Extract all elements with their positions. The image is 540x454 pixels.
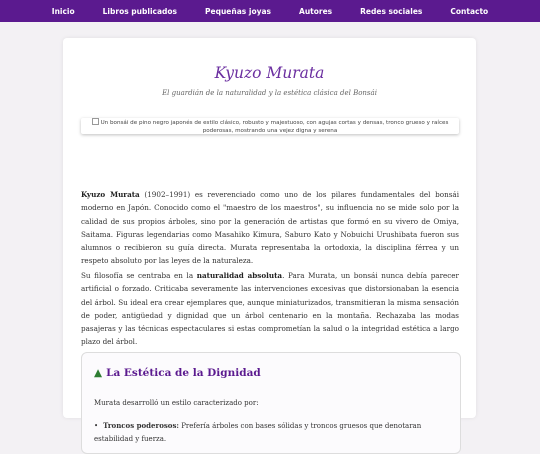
aesthetics-title-text: La Estética de la Dignidad (106, 367, 261, 379)
intro-text: (1902–1991) es reverenciado como uno de los pilares fundamentales del bonsái moderno en Japón. Conocido como el "maestro de los maestros", su influencia no se mide solo por la calidad de sus propios árboles, sino por la generación de artistas que formó en su vivero de Omiya, Saitama. Figuras legendarias como Masahiko Kimura, Saburo Kato y Nobuichi Urushibata fueron sus alumnos o recibieron su guía directa. Murata representaba la ortodoxia, la disciplina férrea y un respeto absoluto por las leyes de la naturaleza. (81, 190, 460, 266)
philosophy-text-before: Su filosofía se centraba en la (81, 271, 197, 280)
aesthetics-title (94, 367, 261, 379)
list-item-text: Prefería árboles con bases sólidas y troncos gruesos que denotaran estabilidad y fuerza. (94, 422, 422, 444)
philosophy-highlight: naturalidad absoluta (196, 271, 283, 280)
intro-paragraph (81, 188, 459, 268)
nav-item-inicio[interactable]: Inicio (51, 6, 75, 16)
nav-item-autores[interactable]: Autores (299, 6, 333, 16)
aesthetics-intro: Murata desarrolló un estilo caracterizado por: (94, 399, 259, 407)
nav-item-contacto[interactable]: Contacto (450, 6, 489, 16)
bullet-icon: • (94, 422, 99, 430)
page-title: Kyuzo Murata (214, 64, 325, 82)
nav-item-libros-publicados[interactable]: Libros publicados (102, 6, 178, 16)
aesthetics-box (81, 352, 461, 454)
list-item-label: Troncos poderosos: (103, 421, 179, 430)
top-navbar (0, 0, 540, 22)
list-item (94, 419, 449, 447)
philosophy-text-after: . Para Murata, un bonsái nunca debía parecer artificial o forzado. Criticaba severamente las intervenciones excesivas que distorsionaban la esencia del árbol. Su ideal era crear ejemplares que, aunque miniaturizados, transmitieran la misma sensación de poder, antigüedad y dignidad que un árbol centenario en la montaña. Rechazaba las modas pasajeras y las técnicas espectaculares si estas comprometían la salud o la integridad estética a largo plazo del árbol. (81, 271, 459, 347)
nav-item-pequenas-joyas[interactable]: Pequeñas joyas (205, 6, 272, 16)
bonsai-image (81, 118, 459, 134)
page-subtitle: El guardián de la naturalidad y la estética clásica del Bonsái (162, 89, 377, 97)
philosophy-paragraph (81, 269, 459, 349)
tree-icon: ▲ (94, 367, 103, 379)
aesthetics-list (94, 419, 449, 447)
author-name: Kyuzo Murata (81, 190, 140, 199)
nav-item-redes-sociales[interactable]: Redes sociales (360, 6, 423, 16)
broken-image-icon (92, 118, 99, 125)
bonsai-image-alt-text: Un bonsái de pino negro japonés de estilo clásico, robusto y majestuoso, con agujas cortas y densas, tronco grueso y raíces poderosas, mostrando una vejez digna y serena (100, 120, 449, 134)
article-card (63, 38, 476, 444)
